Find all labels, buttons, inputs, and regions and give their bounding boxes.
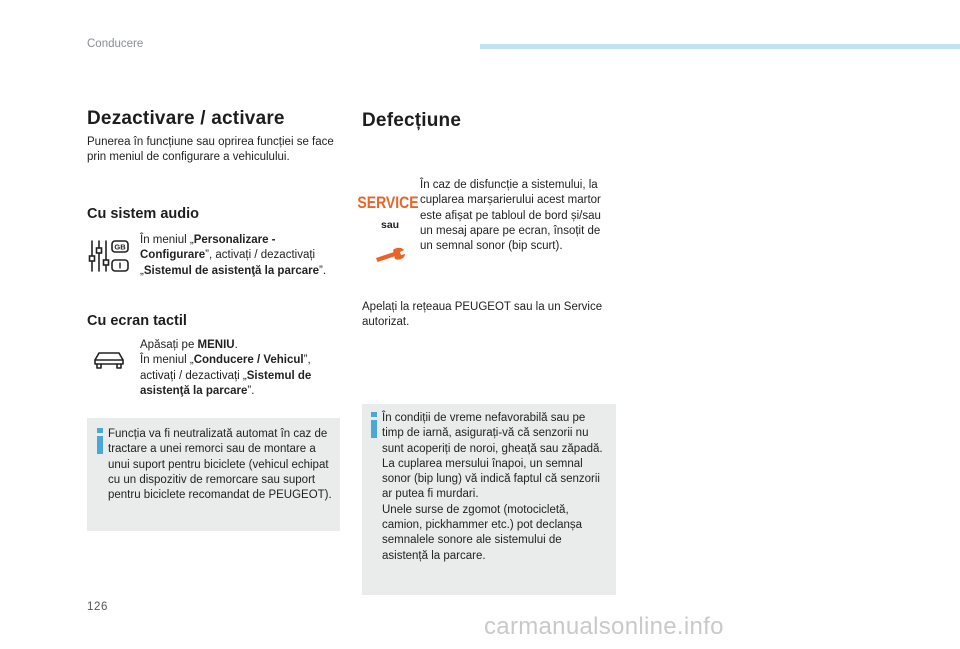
header-accent-bar	[480, 44, 960, 49]
touch-instruction	[140, 338, 340, 399]
audio-instruction	[140, 233, 345, 279]
page-number: 126	[87, 601, 108, 613]
info-icon	[93, 426, 107, 461]
right-note-text	[382, 411, 610, 564]
touch-text-5: ”.	[247, 384, 255, 397]
car-icon	[92, 350, 126, 372]
section-label: Conducere	[87, 38, 144, 50]
note-paragraph-weather: În condiții de vreme nefavorabilă sau pe timp de iarnă, asigurați-vă că senzorii nu sunt acoperiți de noroi, gheață sau zăpadă. La cuplarea mersului înapoi, un semnal sonor (bip lung) vă indică faptul că senzorii ar putea fi murdari.	[382, 412, 603, 501]
touch-function-name: Sistemul de asistenţă la parcare	[140, 369, 312, 397]
touch-menu-path: Conducere / Vehicul	[193, 354, 304, 367]
audio-text-3: ”.	[318, 264, 327, 277]
info-icon	[367, 410, 381, 445]
audio-text-2: ”, activați / dezactivați „	[140, 249, 316, 277]
right-note-box	[362, 404, 616, 595]
svg-text:GB: GB	[114, 242, 126, 252]
svg-text:SERVICE: SERVICE	[357, 193, 419, 213]
touch-text-3: În meniul „	[140, 354, 194, 367]
touch-text-1: Apăsați pe	[140, 339, 198, 351]
sau-label: sau	[381, 219, 400, 231]
left-intro: Punerea în funcțiune sau oprirea funcției se face prin meniul de configurare a vehiculului.	[87, 136, 334, 164]
touch-heading: Cu ecran tactil	[87, 313, 187, 329]
wrench-icon	[374, 247, 406, 265]
left-note-box	[87, 418, 340, 531]
fault-description: În caz de disfuncție a sistemului, la cuplarea marșarierului acest martor este afișat pe tabloul de bord și/sau un mesaj apare pe ecran, însoțit de un semnal sonor (bip scurt).	[420, 179, 601, 253]
left-note-text: Funcția va fi neutralizată automat în caz de tractare a unei remorci sau de montare a unui suport pentru biciclete (vehicul echipat cu un dispozitiv de remorcare sau suport pentru biciclete recomandat de PEUGEOT).	[108, 428, 332, 502]
right-title: Defecțiune	[362, 110, 462, 131]
audio-heading: Cu sistem audio	[87, 206, 199, 222]
watermark: carmanualsonline.info	[484, 613, 724, 640]
touch-text-4: ”, activați / dezactivați „	[140, 354, 311, 382]
service-warning-icon	[357, 193, 419, 213]
settings-sliders-gb-icon	[88, 238, 130, 274]
menu-key: MENIU	[197, 339, 235, 351]
audio-menu-path: Personalizare - Configurare	[140, 234, 276, 262]
contact-text: Apelați la rețeaua PEUGEOT sau la un Service autorizat.	[362, 301, 603, 329]
left-title: Dezactivare / activare	[87, 108, 285, 129]
audio-function-name: Sistemul de asistenţă la parcare	[143, 264, 319, 277]
audio-text-1: În meniul „	[140, 234, 194, 246]
touch-text-2: .	[234, 339, 238, 351]
note-paragraph-noise: Unele surse de zgomot (motocicletă, camion, pickhammer etc.) pot declanșa semnalele sonore ale sistemului de asistență la parcare.	[382, 503, 583, 562]
